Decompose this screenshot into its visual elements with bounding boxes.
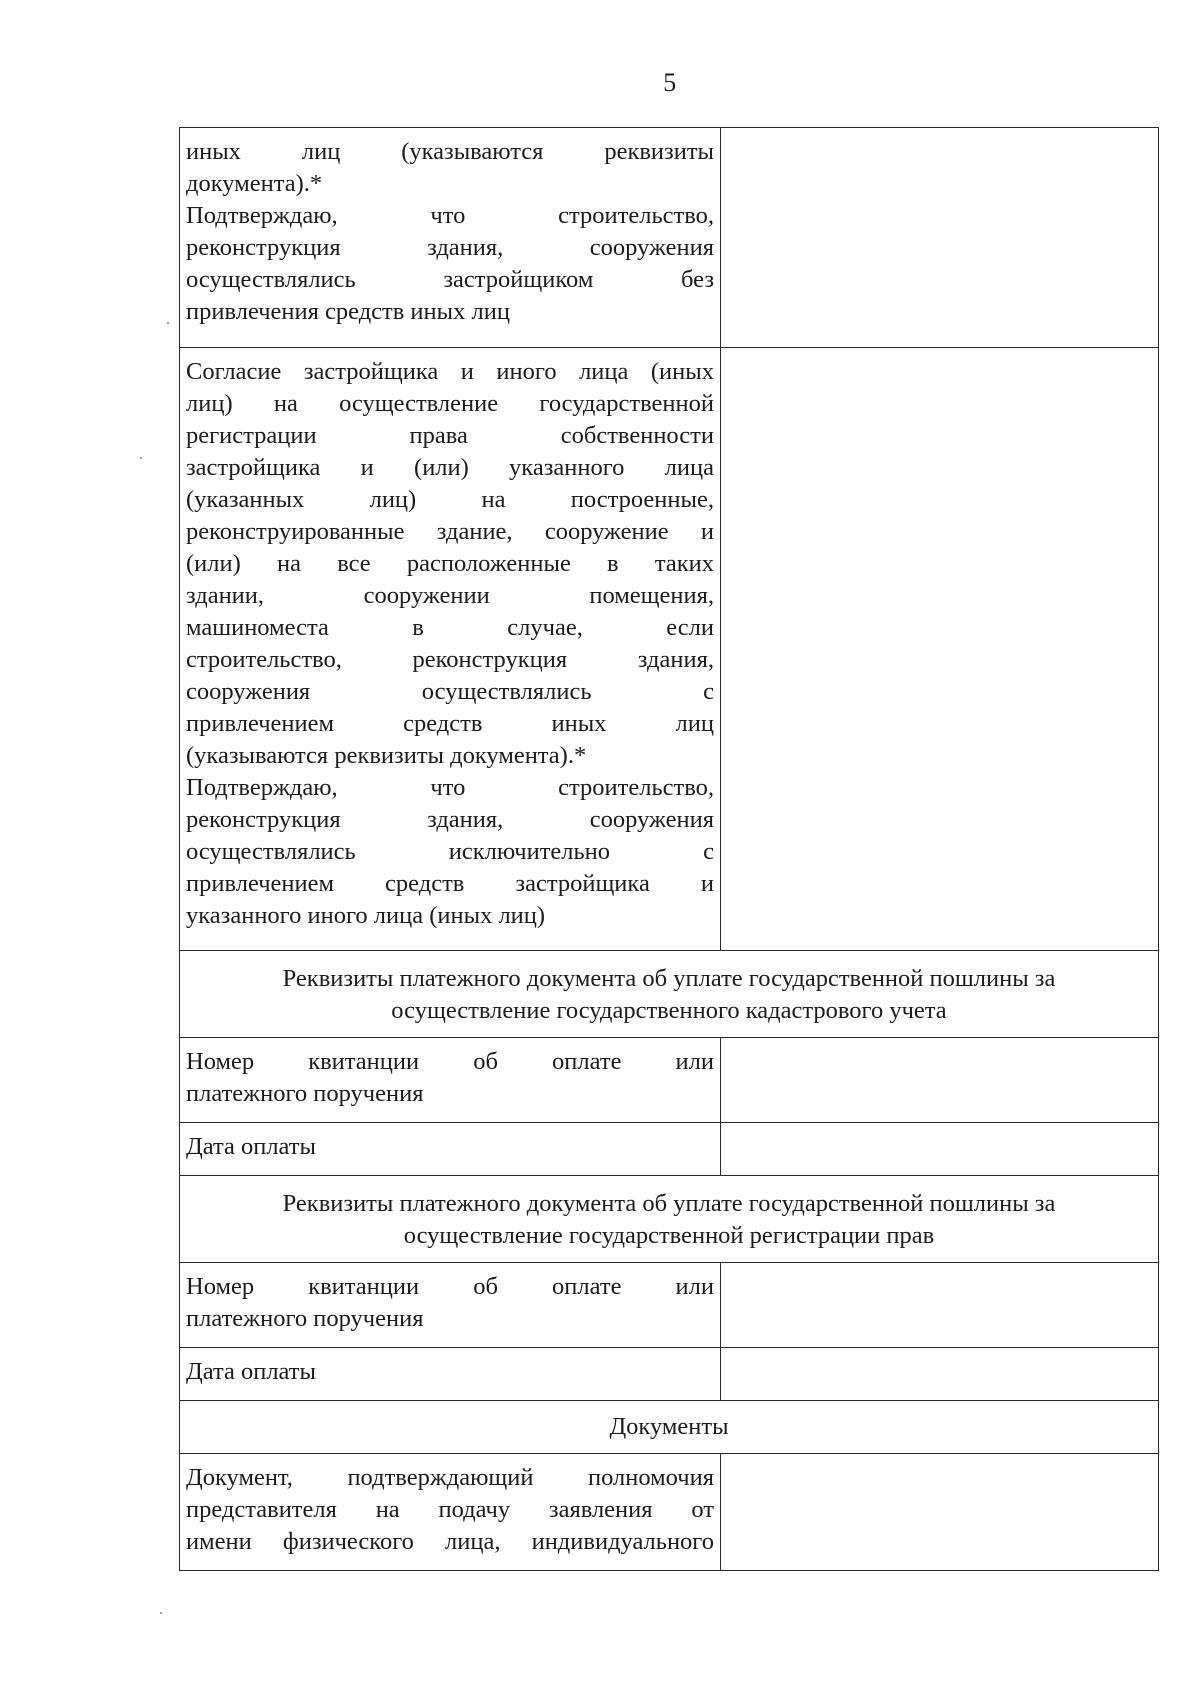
text-line: (указываются реквизиты документа).* <box>186 742 587 769</box>
text-line: Документ, подтверждающий полномочия <box>186 1464 714 1491</box>
scan-artifact <box>160 1612 162 1614</box>
cadastral-payment-heading <box>180 951 1159 1038</box>
text-line: регистрации права собственности <box>186 422 714 449</box>
cadastral-payment-number-value[interactable] <box>721 1038 1159 1123</box>
rights-payment-heading-row <box>180 1176 1159 1263</box>
text-line: Номер квитанции об оплате или <box>186 1273 714 1300</box>
consent-label <box>180 348 721 951</box>
text-line: Дата оплаты <box>186 1358 316 1385</box>
text-line: привлечением средств застройщика и <box>186 870 714 897</box>
rights-payment-number-row <box>180 1263 1159 1348</box>
text-line: здании, сооружении помещения, <box>186 582 714 609</box>
cadastral-payment-date-label <box>180 1123 721 1176</box>
text-line: платежного поручения <box>186 1305 424 1332</box>
rights-payment-number-value[interactable] <box>721 1263 1159 1348</box>
cadastral-payment-date-row <box>180 1123 1159 1176</box>
consent-value[interactable] <box>721 348 1159 951</box>
application-form-table <box>179 127 1159 1571</box>
text-line: Согласие застройщика и иного лица (иных <box>186 358 714 385</box>
text-line: реконструированные здание, сооружение и <box>186 518 714 545</box>
text-line: иных лиц (указываются реквизиты <box>186 138 714 165</box>
page-number: 5 <box>663 68 677 97</box>
text-line: представителя на подачу заявления от <box>186 1496 714 1523</box>
cadastral-payment-date-value[interactable] <box>721 1123 1159 1176</box>
text-line: реконструкция здания, сооружения <box>186 234 714 261</box>
rights-payment-date-row <box>180 1348 1159 1401</box>
text-line: Подтверждаю, что строительство, <box>186 202 714 229</box>
rights-payment-date-value[interactable] <box>721 1348 1159 1401</box>
text-line: (указанных лиц) на построенные, <box>186 486 714 513</box>
heading-line: осуществление государственной регистрации прав <box>403 1222 935 1249</box>
text-line: строительство, реконструкция здания, <box>186 646 714 673</box>
cadastral-payment-number-label <box>180 1038 721 1123</box>
funding-confirmation-row <box>180 128 1159 348</box>
rights-payment-date-label <box>180 1348 721 1401</box>
text-line: документа).* <box>186 170 323 197</box>
text-line: Подтверждаю, что строительство, <box>186 774 714 801</box>
heading-line: Реквизиты платежного документа об уплате государственной пошлины за <box>282 965 1056 992</box>
representative-authority-label <box>180 1454 721 1571</box>
text-line: (или) на все расположенные в таких <box>186 550 714 577</box>
scan-artifact <box>140 457 142 459</box>
representative-authority-row <box>180 1454 1159 1571</box>
text-line: платежного поручения <box>186 1080 424 1107</box>
cadastral-payment-heading-row <box>180 951 1159 1038</box>
text-line: Дата оплаты <box>186 1133 316 1160</box>
rights-payment-heading <box>180 1176 1159 1263</box>
text-line: Номер квитанции об оплате или <box>186 1048 714 1075</box>
representative-authority-value[interactable] <box>721 1454 1159 1571</box>
documents-heading: Документы <box>180 1401 1159 1454</box>
funding-confirmation-value[interactable] <box>721 128 1159 348</box>
documents-heading-row <box>180 1401 1159 1454</box>
text-line: имени физического лица, индивидуального <box>186 1528 714 1555</box>
heading-line: Реквизиты платежного документа об уплате государственной пошлины за <box>282 1190 1056 1217</box>
text-line: машиноместа в случае, если <box>186 614 714 641</box>
text-line: осуществлялись исключительно с <box>186 838 714 865</box>
text-line: сооружения осуществлялись с <box>186 678 714 705</box>
consent-row <box>180 348 1159 951</box>
heading-line: осуществление государственного кадастрового учета <box>391 997 947 1024</box>
funding-confirmation-label <box>180 128 721 348</box>
text-line: указанного иного лица (иных лиц) <box>186 902 546 929</box>
cadastral-payment-number-row <box>180 1038 1159 1123</box>
rights-payment-number-label <box>180 1263 721 1348</box>
text-line: реконструкция здания, сооружения <box>186 806 714 833</box>
text-line: застройщика и (или) указанного лица <box>186 454 714 481</box>
scan-artifact <box>167 322 169 324</box>
text-line: осуществлялись застройщиком без <box>186 266 714 293</box>
text-line: лиц) на осуществление государственной <box>186 390 714 417</box>
text-line: привлечения средств иных лиц <box>186 298 510 325</box>
text-line: привлечением средств иных лиц <box>186 710 714 737</box>
